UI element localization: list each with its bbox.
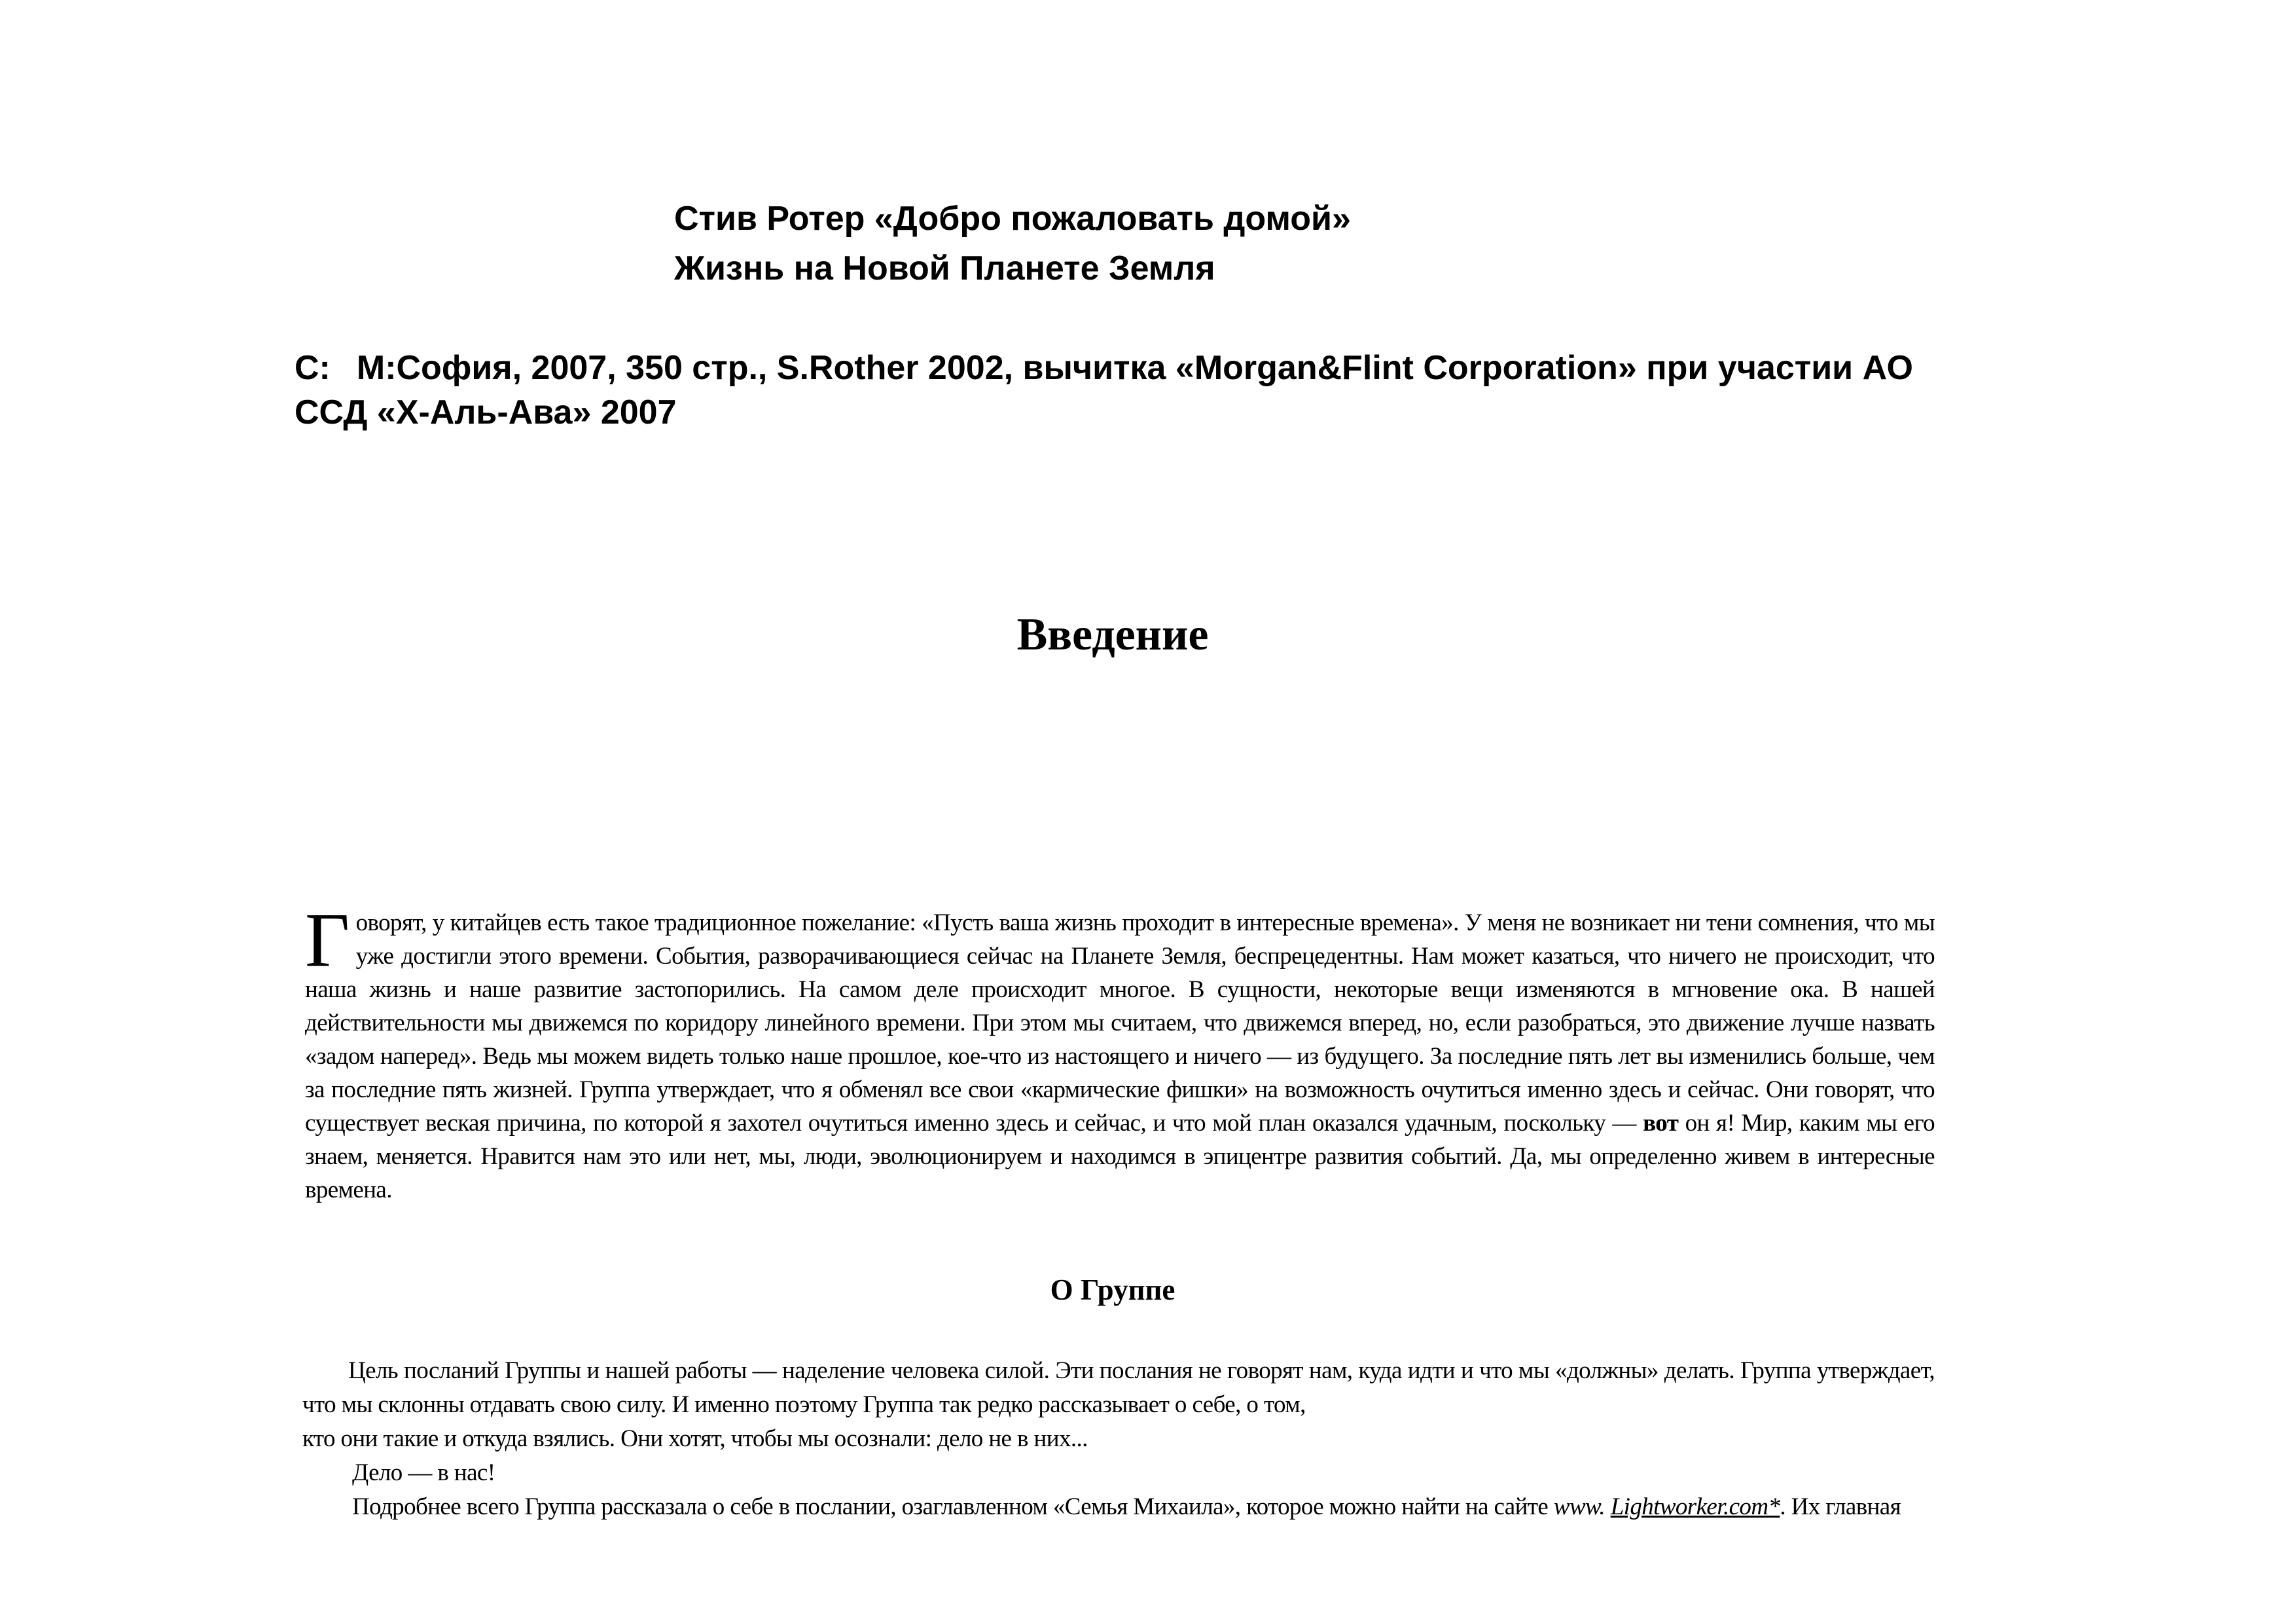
lightworker-link[interactable]: Lightworker.com* bbox=[1610, 1493, 1780, 1520]
source-label: С: bbox=[295, 349, 331, 387]
group-paragraph-1-cont: кто они такие и откуда взялись. Они хотят, чтобы мы осознали: дело не в них... bbox=[302, 1425, 1088, 1452]
book-subtitle: Жизнь на Новой Планете Земля bbox=[674, 249, 1215, 287]
intro-heading: Введение bbox=[1016, 610, 1209, 660]
group-p3-www: www. bbox=[1553, 1493, 1611, 1520]
drop-cap: Г bbox=[305, 897, 350, 983]
source-text: М:София, 2007, 350 стр., S.Rother 2002, вычитка «Morgan&Flint Corporation» при участии АО ССД «Х-Аль-Ава» 2007 bbox=[295, 349, 1913, 431]
group-paragraph-2: Дело — в нас! bbox=[352, 1459, 495, 1486]
intro-bold-word: вот bbox=[1643, 1110, 1679, 1137]
group-section bbox=[302, 1354, 1935, 1524]
intro-text-part2: он я! Мир, каким мы его знаем, меняется. Нравится нам это или нет, мы, люди, эволюционируем и находимся в эпицентре развития событий. Да, мы определенно живем в интересные времена. bbox=[305, 1110, 1935, 1203]
source-info bbox=[295, 346, 1944, 435]
intro-text-part1: оворят, у китайцев есть такое традиционное пожелание: «Пусть ваша жизнь проходит в интересные времена». У меня не возникает ни тени сомнения, что мы уже достигли этого времени. События, разворачивающиеся сейчас на Планете Земля, беспрецедентны. Нам может казаться, что ничего не происходит, что наша жизнь и наше развитие застопорились. На самом деле происходит многое. В сущности, некоторые вещи изменяются в мгновение ока. В нашей действительности мы движемся по коридору линейного времени. При этом мы считаем, что движемся вперед, но, если разобраться, это движение лучше назвать «задом наперед». Ведь мы можем видеть только наше прошлое, кое-что из настоящего и ничего — из будущего. За последние пять лет вы изменились больше, чем за последние пять жизней. Группа утверждает, что я обменял все свои «кармические фишки» на возможность очутиться именно здесь и сейчас. Они говорят, что существует веская причина, по которой я захотел очутиться именно здесь и сейчас, и что мой план оказался удачным, поскольку — bbox=[305, 909, 1935, 1137]
intro-paragraph bbox=[305, 897, 1935, 1207]
group-paragraph-1: Цель посланий Группы и нашей работы — наделение человека силой. Эти послания не говорят нам, куда идти и что мы «должны» делать. Группа утверждает, что мы склонны отдавать свою силу. И именно поэтому Группа так редко рассказывает о себе, о том, bbox=[302, 1357, 1935, 1418]
group-heading: О Группе bbox=[1050, 1273, 1175, 1306]
book-title: Стив Ротер «Добро пожаловать домой» bbox=[674, 200, 1351, 238]
group-p3-start: Подробнее всего Группа рассказала о себе в послании, озаглавленном «Семья Михаила», которое можно найти на сайте bbox=[352, 1493, 1554, 1520]
group-p3-end: . Их главная bbox=[1780, 1493, 1901, 1520]
group-paragraph-3 bbox=[302, 1490, 1935, 1524]
book-header bbox=[674, 194, 1351, 293]
